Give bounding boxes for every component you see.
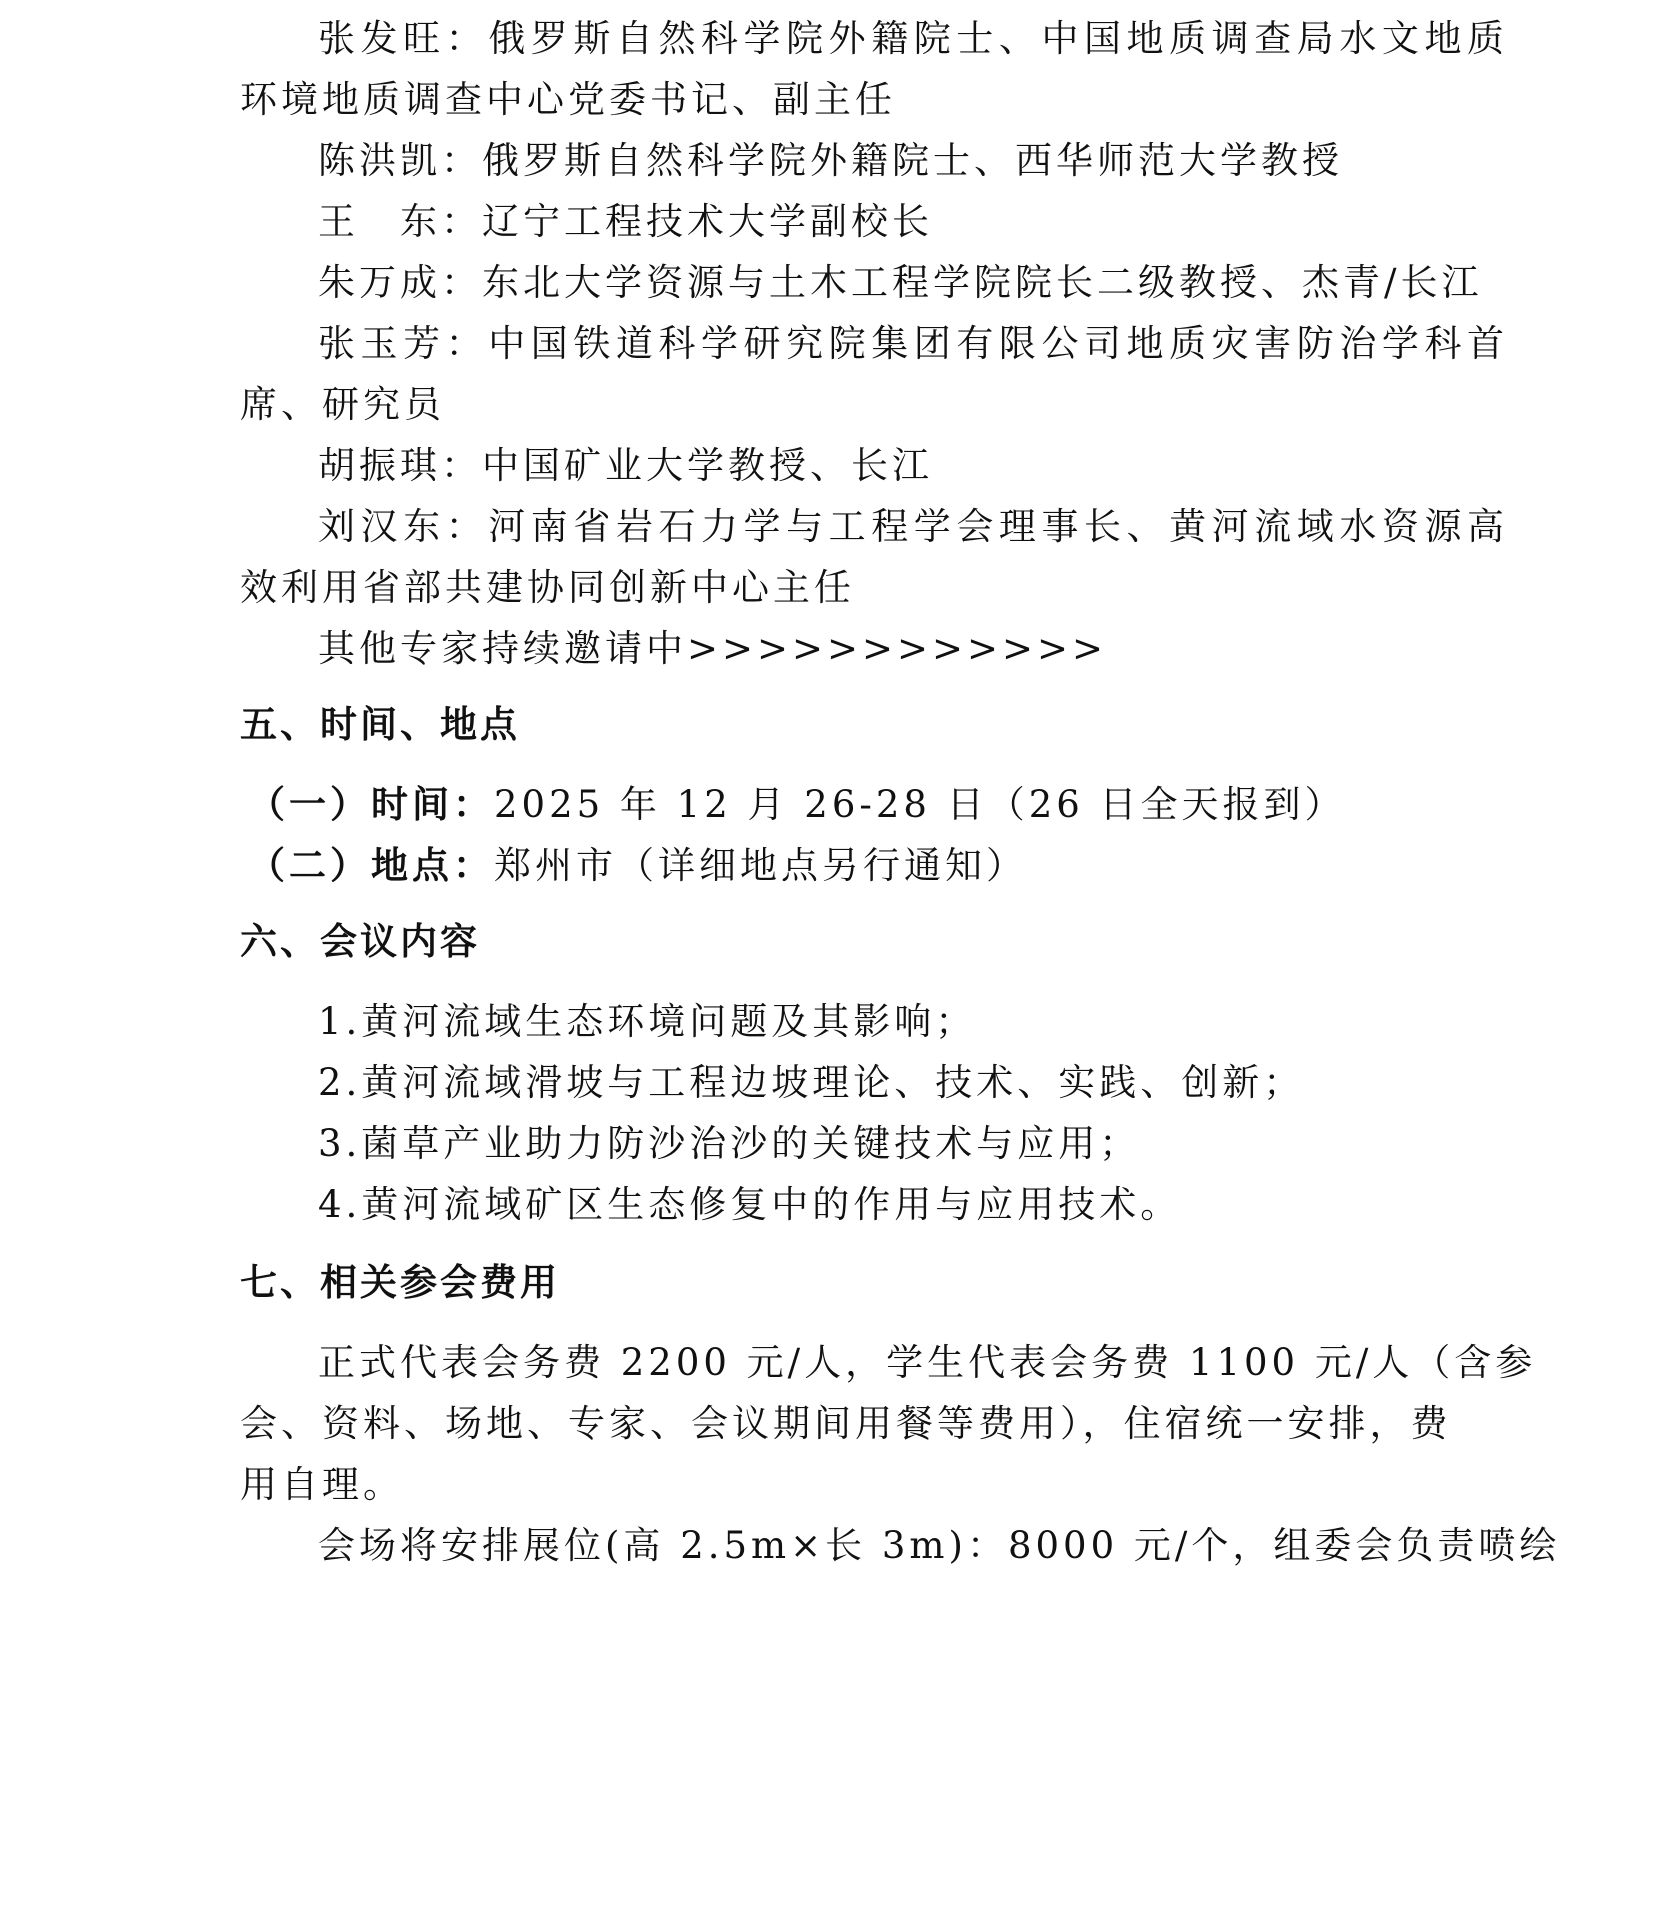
expert-4: 朱万成：东北大学资源与土木工程学院院长二级教授、杰青/长江	[318, 261, 1483, 304]
place-value: 郑州市（详细地点另行通知）	[494, 844, 1027, 887]
fee-paragraph-line-1: 正式代表会务费 2200 元/人，学生代表会务费 1100 元/人（含参	[318, 1341, 1537, 1384]
time-row	[248, 783, 1438, 826]
fee-paragraph-line-2: 会、资料、场地、专家、会议期间用餐等费用），住宿统一安排，费	[240, 1402, 1452, 1445]
fee-paragraph-line-3: 用自理。	[240, 1463, 404, 1506]
expert-3: 王 东：辽宁工程技术大学副校长	[318, 200, 933, 243]
expert-7-line-2: 效利用省部共建协同创新中心主任	[240, 566, 855, 609]
expert-1-line-2: 环境地质调查中心党委书记、副主任	[240, 78, 896, 121]
place-row	[248, 844, 1438, 887]
booth-paragraph-line-1: 会场将安排展位(高 2.5m×长 3m)：8000 元/个，组委会负责喷绘	[318, 1524, 1561, 1567]
content-item-2: 2.黄河流域滑坡与工程边坡理论、技术、实践、创新；	[318, 1061, 1305, 1104]
content-item-4: 4.黄河流域矿区生态修复中的作用与应用技术。	[318, 1183, 1182, 1226]
time-label: （一）时间：	[248, 783, 494, 826]
section-6-heading: 六、会议内容	[240, 920, 480, 963]
section-5-heading: 五、时间、地点	[240, 703, 520, 746]
expert-more-note: 其他专家持续邀请中>>>>>>>>>>>>	[318, 627, 1108, 670]
expert-2: 陈洪凯：俄罗斯自然科学院外籍院士、西华师范大学教授	[318, 139, 1343, 182]
expert-1-line-1: 张发旺：俄罗斯自然科学院外籍院士、中国地质调查局水文地质	[318, 17, 1508, 60]
expert-7-line-1: 刘汉东：河南省岩石力学与工程学会理事长、黄河流域水资源高	[318, 505, 1508, 548]
time-value: 2025 年 12 月 26-28 日（26 日全天报到）	[494, 783, 1346, 826]
expert-6: 胡振琪：中国矿业大学教授、长江	[318, 444, 933, 487]
expert-5-line-1: 张玉芳：中国铁道科学研究院集团有限公司地质灾害防治学科首	[318, 322, 1508, 365]
content-item-1: 1.黄河流域生态环境问题及其影响；	[318, 1000, 977, 1043]
section-7-heading: 七、相关参会费用	[240, 1261, 560, 1304]
content-item-3: 3.菌草产业助力防沙治沙的关键技术与应用；	[318, 1122, 1141, 1165]
expert-5-line-2: 席、研究员	[240, 383, 445, 426]
place-label: （二）地点：	[248, 844, 494, 887]
